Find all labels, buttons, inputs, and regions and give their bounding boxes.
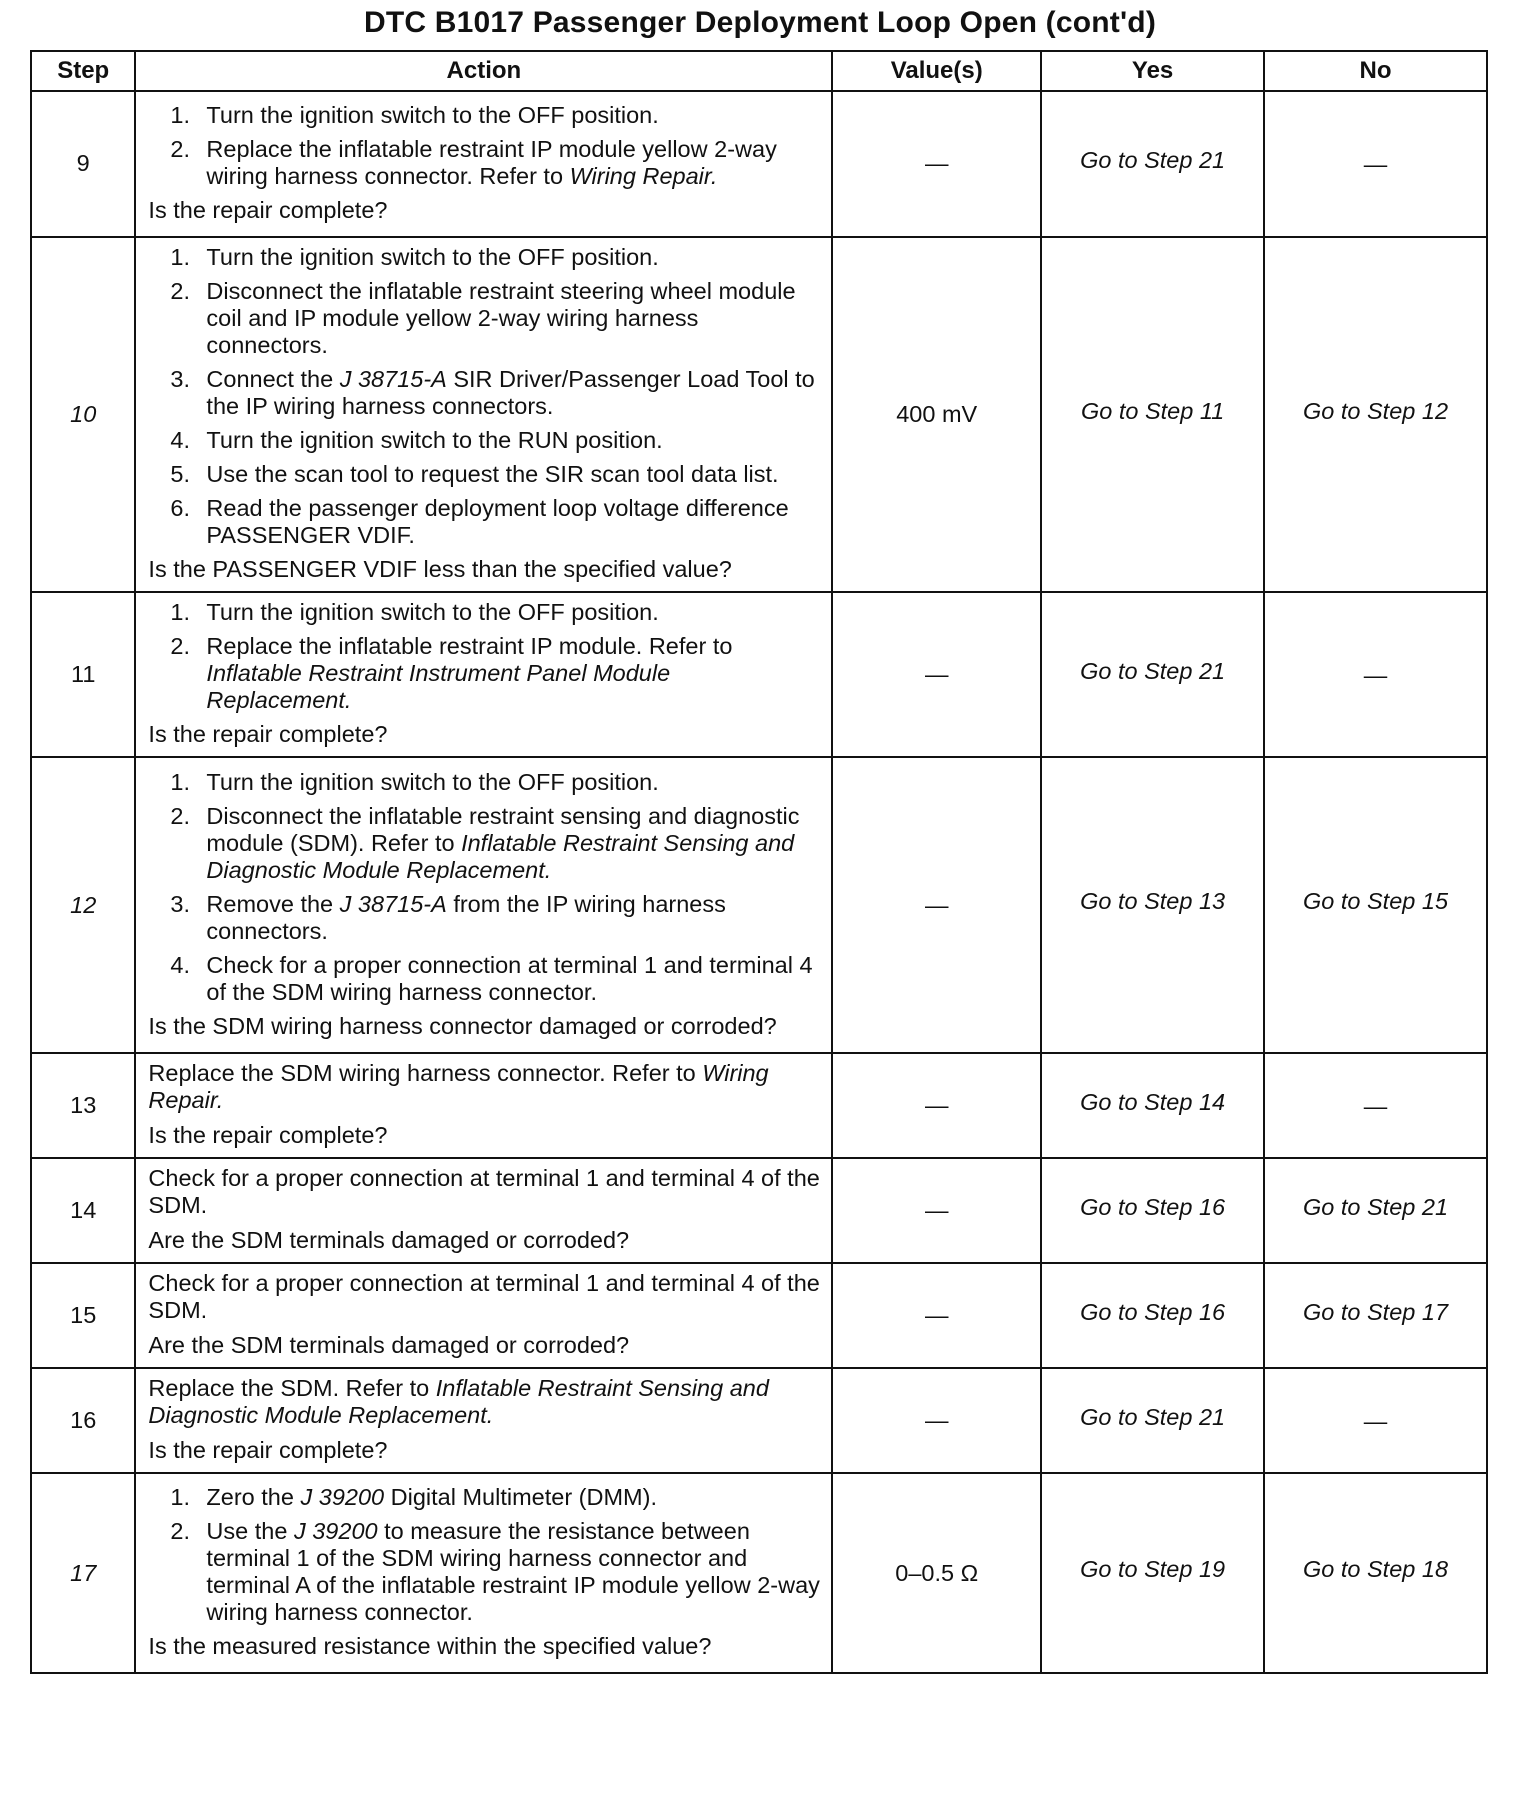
question: Are the SDM terminals damaged or corroded? [148,1332,630,1359]
step-number: 17 [31,1473,135,1673]
value: — [832,757,1041,1053]
reference-link: Inflatable Restraint Sensing and Diagnostic Module Replacement. [148,1375,769,1429]
table-row [31,592,1487,757]
action-cell [135,1053,832,1158]
page-title: DTC B1017 Passenger Deployment Loop Open (cont'd) [363,6,1157,39]
question: Is the PASSENGER VDIF less than the specified value? [148,556,732,583]
question: Is the measured resistance within the specified value? [148,1633,712,1660]
tool-reference: J 38715-A [339,890,447,917]
question: Is the SDM wiring harness connector damaged or corroded? [148,1012,777,1039]
action-cell [135,1473,832,1673]
substep: 1. Turn the ignition switch to the OFF position. [170,101,659,128]
yes-result: Go to Step 16 [1041,1263,1264,1368]
no-result: Go to Step 18 [1264,1473,1487,1673]
question: Is the repair complete? [148,197,388,224]
tool-reference: J 39200 [293,1518,378,1545]
question: Is the repair complete? [148,1437,388,1464]
table-row [31,91,1487,237]
table-row [31,1368,1487,1473]
action-text: Replace the SDM wiring harness connector. Refer to Wiring Repair. [148,1060,769,1114]
yes-result: Go to Step 19 [1041,1473,1264,1673]
action-cell [135,592,832,757]
reference-link: Inflatable Restraint Sensing and Diagnostic Module Replacement. [206,829,795,883]
step-number: 13 [31,1053,135,1158]
no-result: Go to Step 21 [1264,1158,1487,1263]
reference-link: Inflatable Restraint Instrument Panel Module Replacement. [206,660,671,714]
action-text: Check for a proper connection at terminal 1 and terminal 4 of the SDM. [148,1270,820,1324]
step-number: 10 [31,237,135,592]
value: 0–0.5 Ω [832,1473,1041,1673]
table-row [31,237,1487,592]
reference-link: Wiring Repair. [569,163,718,189]
table-row [31,1158,1487,1263]
substep: 2. Replace the inflatable restraint IP module yellow 2-way wiring harness connector. Refer to Wiring Repair. [170,135,777,189]
substep: 1. Turn the ignition switch to the OFF position. [170,768,659,795]
step-number: 12 [31,757,135,1053]
no-result: — [1264,91,1487,237]
header-step: Step [31,51,135,91]
value: — [832,1053,1041,1158]
action-cell [135,237,832,592]
substep: 6. Read the passenger deployment loop voltage difference PASSENGER VDIF. [170,495,789,549]
action-cell [135,91,832,237]
tool-reference: J 38715-A [339,366,447,393]
substep: 3. Connect the J 38715-A SIR Driver/Passenger Load Tool to the IP wiring harness connectors. [170,366,815,420]
yes-result: Go to Step 21 [1041,91,1264,237]
value: — [832,1368,1041,1473]
header-action: Action [135,51,832,91]
yes-result: Go to Step 11 [1041,237,1264,592]
value: — [832,592,1041,757]
substep: 1. Turn the ignition switch to the OFF position. [170,244,659,270]
substep: 5. Use the scan tool to request the SIR scan tool data list. [170,461,779,488]
value: 400 mV [832,237,1041,592]
yes-result: Go to Step 21 [1041,592,1264,757]
substep: 3. Remove the J 38715-A from the IP wiring harness connectors. [170,890,726,944]
action-cell [135,757,832,1053]
substep: 4. Check for a proper connection at terminal 1 and terminal 4 of the SDM wiring harness connector. [170,951,813,1005]
no-result: — [1264,1053,1487,1158]
value: — [832,1158,1041,1263]
step-number: 14 [31,1158,135,1263]
no-result: — [1264,592,1487,757]
action-cell [135,1368,832,1473]
tool-reference: J 39200 [300,1484,385,1511]
yes-result: Go to Step 16 [1041,1158,1264,1263]
question: Is the repair complete? [148,721,388,748]
diagnostic-procedure-table [30,50,1488,1674]
yes-result: Go to Step 14 [1041,1053,1264,1158]
substep: 2. Replace the inflatable restraint IP module. Refer to Inflatable Restraint Instrument Panel Module Replacement. [170,633,733,714]
substep: 4. Turn the ignition switch to the RUN position. [170,427,663,454]
substep: 1. Zero the J 39200 Digital Multimeter (DMM). [170,1484,657,1511]
table-row [31,757,1487,1053]
yes-result: Go to Step 21 [1041,1368,1264,1473]
substep: 2. Use the J 39200 to measure the resistance between terminal 1 of the SDM wiring harness connector and terminal A of the inflatable restraint IP module yellow 2-way wiring harness connector. [170,1518,820,1626]
no-result: Go to Step 17 [1264,1263,1487,1368]
yes-result: Go to Step 13 [1041,757,1264,1053]
header-yes: Yes [1041,51,1264,91]
table-row [31,1053,1487,1158]
no-result: Go to Step 15 [1264,757,1487,1053]
no-result: — [1264,1368,1487,1473]
header-values: Value(s) [832,51,1041,91]
substep: 2. Disconnect the inflatable restraint steering wheel module coil and IP module yellow 2-way wiring harness connectors. [170,278,796,359]
step-number: 16 [31,1368,135,1473]
no-result: Go to Step 12 [1264,237,1487,592]
step-number: 11 [31,592,135,757]
substep: 1. Turn the ignition switch to the OFF position. [170,599,659,626]
action-cell [135,1158,832,1263]
value: — [832,91,1041,237]
step-number: 9 [31,91,135,237]
table-row [31,1263,1487,1368]
action-text: Check for a proper connection at terminal 1 and terminal 4 of the SDM. [148,1165,820,1219]
step-number: 15 [31,1263,135,1368]
question: Is the repair complete? [148,1122,388,1149]
table-row [31,1473,1487,1673]
value: — [832,1263,1041,1368]
substep: 2. Disconnect the inflatable restraint sensing and diagnostic module (SDM). Refer to Inflatable Restraint Sensing and Diagnostic Module Replacement. [170,802,800,883]
question: Are the SDM terminals damaged or corroded? [148,1227,630,1254]
action-text: Replace the SDM. Refer to Inflatable Restraint Sensing and Diagnostic Module Replacement. [148,1375,769,1429]
action-cell [135,1263,832,1368]
header-no: No [1264,51,1487,91]
reference-link: Wiring Repair. [148,1060,769,1114]
table-header-row [31,51,1487,91]
